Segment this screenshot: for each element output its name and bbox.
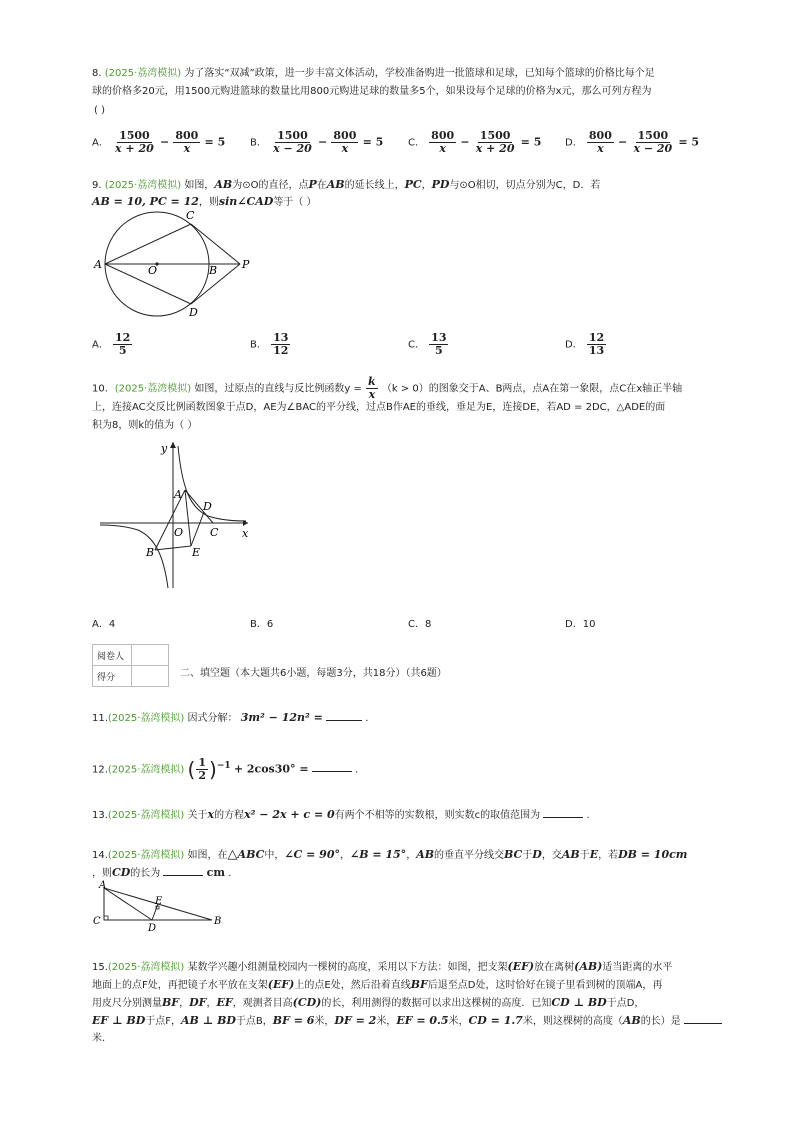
- q9-option-a[interactable]: A． $\frac{12}{5}$: [92, 331, 131, 357]
- q9-label-a: A: [94, 258, 102, 271]
- q14-label-d: D: [148, 923, 157, 932]
- q10-option-b[interactable]: B．6: [250, 619, 274, 630]
- q8-option-b[interactable]: B． $\frac{1500}{x - 20}$ − $\frac{800}{x}$ = 5: [250, 129, 384, 155]
- q12: 12.(2025·荔湾模拟) ( $\frac{1}{2}$ )$^{-1}$ + 2cos30° = .: [92, 755, 359, 782]
- q10-line3: 积为8，则k的值为（ ）: [92, 420, 198, 431]
- q8-text-1: 为了落实“双减”政策，进一步丰富文体活动，学校准备购进一批篮球和足球，已知每个篮球的价格比每个足: [184, 68, 655, 79]
- q8-text-2: 球的价格多20元，用1500元购进篮球的数量比用800元购进足球的数量多5个，如果设每个足球的价格为x元，那么可列方程为: [92, 86, 652, 97]
- section-title: 二、填空题（本大题共6小题，每题3分，共18分）（共6题）: [180, 668, 447, 679]
- q10-line1: 10．(2025·荔湾模拟) 如图，过原点的直线与反比例函数y = $\frac{k}{x}$ （k > 0）的图象交于A、B两点，点A在第一象限，点C在x轴正半轴: [92, 375, 683, 401]
- q10-label-a: A: [174, 488, 182, 501]
- q10-label-d: D: [203, 500, 212, 513]
- q15-line3: 用皮尺分别测量BF，DF，EF，观测者目高(CD)的长，利用测得的数据可以求出这棵树的高度．已知CD ⊥ BD于点D，: [92, 996, 645, 1009]
- q10-label-e: E: [192, 546, 201, 559]
- q10-options: [92, 615, 732, 631]
- q14-label-a: A: [99, 880, 107, 891]
- q9-line2: AB = 10, PC = 12，则sin∠CAD等于（ ）: [92, 195, 317, 208]
- q9-source-tag: (2025·荔湾模拟): [104, 180, 182, 191]
- score-table: [92, 644, 169, 687]
- q10-line2: 上，连接AC交反比例函数图象于点D，AE为∠BAC的平分线，过点B作AE的垂线，垂足为E，连接DE，若AD = 2DC，△ADE的面: [92, 402, 666, 413]
- score-label: 得分: [93, 666, 132, 687]
- q10-label-b: B: [146, 546, 155, 559]
- q9-line1: 9. (2025·荔湾模拟) 如图，AB为⊙O的直径，点P在AB的延长线上，PC，PD与⊙O相切，切点分别为C，D．若: [92, 178, 601, 191]
- q8-option-a[interactable]: A． $\frac{1500}{x + 20}$ − $\frac{800}{x}$ = 5: [92, 129, 226, 155]
- q12-answer-blank[interactable]: [312, 771, 352, 772]
- q9-label-o: O: [148, 264, 158, 277]
- q9-circle-figure: [90, 208, 260, 320]
- q15-answer-blank[interactable]: [684, 1023, 722, 1024]
- score-cell[interactable]: [132, 666, 169, 687]
- q8-option-d[interactable]: D． $\frac{800}{x}$ − $\frac{1500}{x - 20}$ = 5: [565, 129, 700, 155]
- q14-label-e: E: [155, 896, 163, 907]
- q9-label-d: D: [189, 306, 198, 319]
- q8-option-c[interactable]: C． $\frac{800}{x}$ − $\frac{1500}{x + 20}$ = 5: [408, 129, 542, 155]
- q14-line1: 14.(2025·荔湾模拟) 如图，在△ABC中，∠C = 90°，∠B = 15°，AB的垂直平分线交BC于D，交AB于E，若DB = 10cm: [92, 847, 688, 862]
- q8-number: 8.: [92, 68, 102, 79]
- q10-label-c: C: [210, 526, 219, 539]
- q8-line1: [92, 64, 655, 83]
- q14-triangle-figure: [92, 880, 232, 932]
- q10-hyperbola-figure: [98, 438, 258, 590]
- q9-label-c: C: [186, 209, 195, 222]
- q9-label-b: B: [209, 264, 218, 277]
- q10-label-x: x: [242, 527, 249, 540]
- grader-cell[interactable]: [132, 645, 169, 666]
- q15-line5: 米.: [92, 1033, 106, 1044]
- q15-line4: EF ⊥ BD于点F，AB ⊥ BD于点B，BF = 6米，DF = 2米，EF = 0.5米，CD = 1.7米，则这棵树的高度（AB的长）是: [92, 1011, 722, 1031]
- q9-label-p: P: [242, 258, 250, 271]
- q10-option-a[interactable]: A．4: [92, 619, 116, 630]
- grader-label: 阅卷人: [93, 645, 132, 666]
- q14-answer-blank[interactable]: [163, 875, 203, 876]
- q11: 11.(2025·荔湾模拟) 因式分解： 3m² − 12n² = .: [92, 711, 369, 724]
- q11-answer-blank[interactable]: [326, 720, 362, 721]
- q8-line2: [92, 82, 652, 101]
- q10-label-y: y: [161, 442, 168, 455]
- q8-options: [92, 130, 732, 162]
- q10-source-tag: (2025·荔湾模拟): [114, 383, 192, 395]
- q15-line2: 地面上的点F处，再把镜子水平放在支架(EF)上的点E处，然后沿着直线BF后退至点D处，这时恰好在镜子里看到树的顶端A，再: [92, 978, 663, 991]
- q10-option-d[interactable]: D．10: [565, 619, 596, 630]
- q8-source-tag: (2025·荔湾模拟): [104, 68, 182, 79]
- q14-label-c: C: [93, 916, 101, 927]
- q8-paren: ( ): [94, 105, 105, 116]
- q14-line2: ，则CD的长为 cm .: [92, 866, 232, 879]
- q13: 13.(2025·荔湾模拟) 关于x的方程x² − 2x + c = 0有两个不相等的实数根，则实数c的取值范围为 .: [92, 808, 590, 821]
- q9-option-c[interactable]: C． $\frac{13}{5}$: [408, 331, 447, 357]
- q15-line1: 15.(2025·荔湾模拟) 某数学兴趣小组测量校园内一棵树的高度，采用以下方法：如图，把支架(EF)放在离树(AB)适当距离的水平: [92, 960, 673, 973]
- q14-label-b: B: [214, 916, 222, 927]
- q9-options: [92, 332, 732, 362]
- q13-answer-blank[interactable]: [543, 817, 583, 818]
- q10-option-c[interactable]: C．8: [408, 619, 432, 630]
- q9-option-b[interactable]: B． $\frac{13}{12}$: [250, 331, 289, 357]
- q9-option-d[interactable]: D． $\frac{12}{13}$: [565, 331, 605, 357]
- q10-label-o: O: [174, 526, 184, 539]
